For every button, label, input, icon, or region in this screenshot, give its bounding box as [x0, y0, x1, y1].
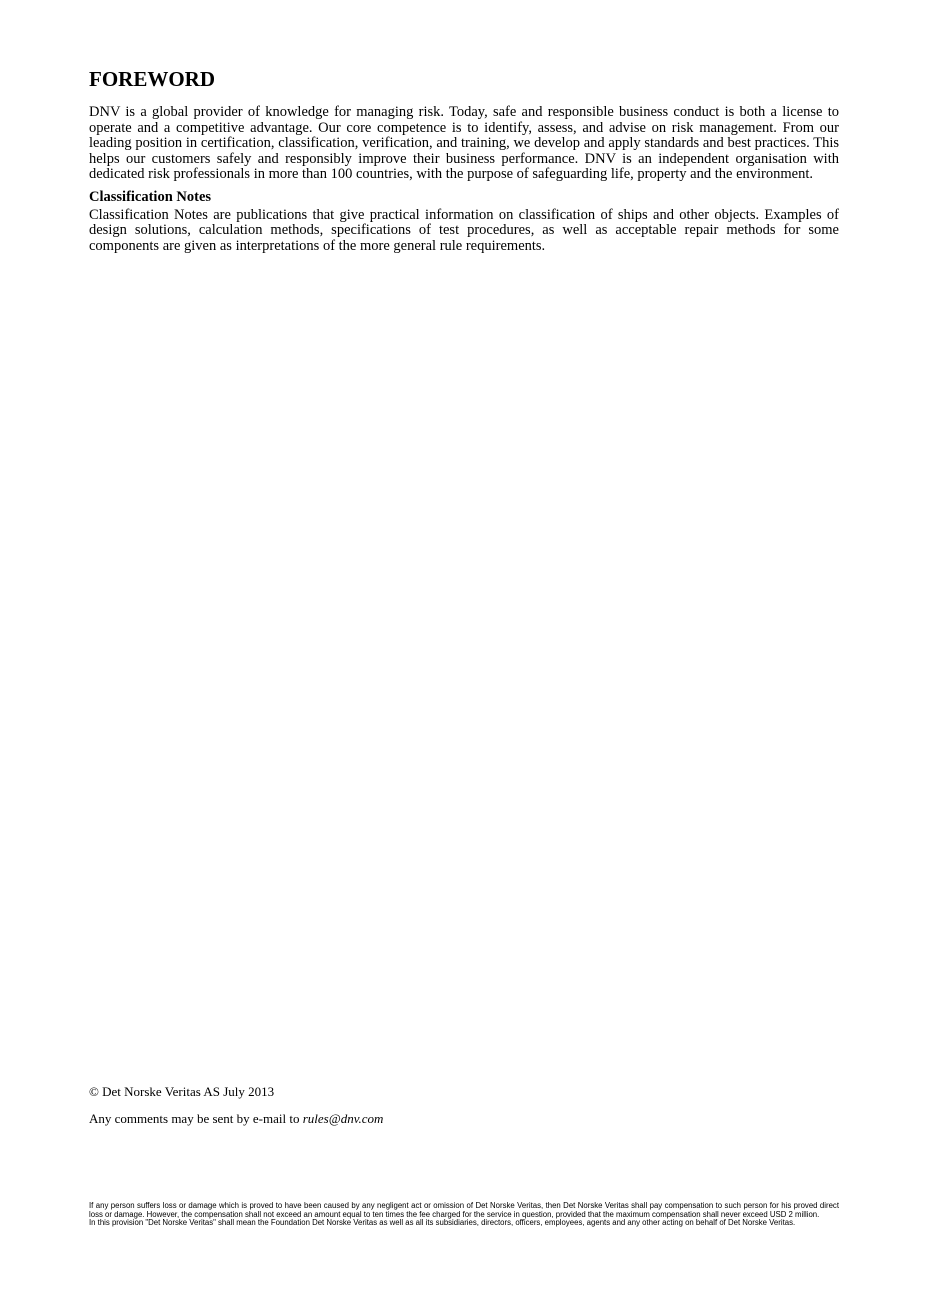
page-title: FOREWORD: [89, 67, 215, 91]
comments-line: [89, 1111, 383, 1127]
disclaimer-paragraph-liability: If any person suffers loss or damage which is proved to have been caused by any negligent act or omission of Det Norske Veritas, then Det Norske Veritas shall pay compensation to such person for his proved direct loss or damage. However, the compensation shall not exceed an amount equal to ten times the fee charged for the service in question, provided that the maximum compensation shall never exceed USD 2 million.: [89, 1201, 839, 1219]
classification-notes-paragraph: Classification Notes are publications that give practical information on classification of ships and other objects. Examples of design solutions, calculation methods, specifications of test procedures, as well as acceptable repair methods for some components are given as interpretations of the more general rule requirements.: [89, 206, 839, 254]
classification-notes-heading: Classification Notes: [89, 188, 212, 205]
liability-disclaimer: [89, 1202, 839, 1228]
foreword-intro-paragraph: DNV is a global provider of knowledge for managing risk. Today, safe and responsible business conduct is both a license to operate and a competitive advantage. Our core competence is to identify, assess, and advise on risk management. From our leading position in certification, classification, verification, and training, we develop and apply standards and best practices. This helps our customers safely and responsibly improve their business performance. DNV is an independent organisation with dedicated risk professionals in more than 100 countries, with the purpose of safeguarding life, property and the environment.: [89, 104, 839, 182]
comments-prefix: Any comments may be sent by e-mail to: [89, 1111, 303, 1126]
email-link[interactable]: rules@dnv.com: [302, 1111, 384, 1126]
copyright-notice: © Det Norske Veritas AS July 2013: [89, 1084, 275, 1099]
foreword-section: [89, 66, 839, 254]
disclaimer-paragraph-definition: In this provision "Det Norske Veritas" shall mean the Foundation Det Norske Veritas as well as all its subsidiaries, directors, officers, employees, agents and any other acting on behalf of Det Norske Veritas.: [89, 1218, 796, 1228]
